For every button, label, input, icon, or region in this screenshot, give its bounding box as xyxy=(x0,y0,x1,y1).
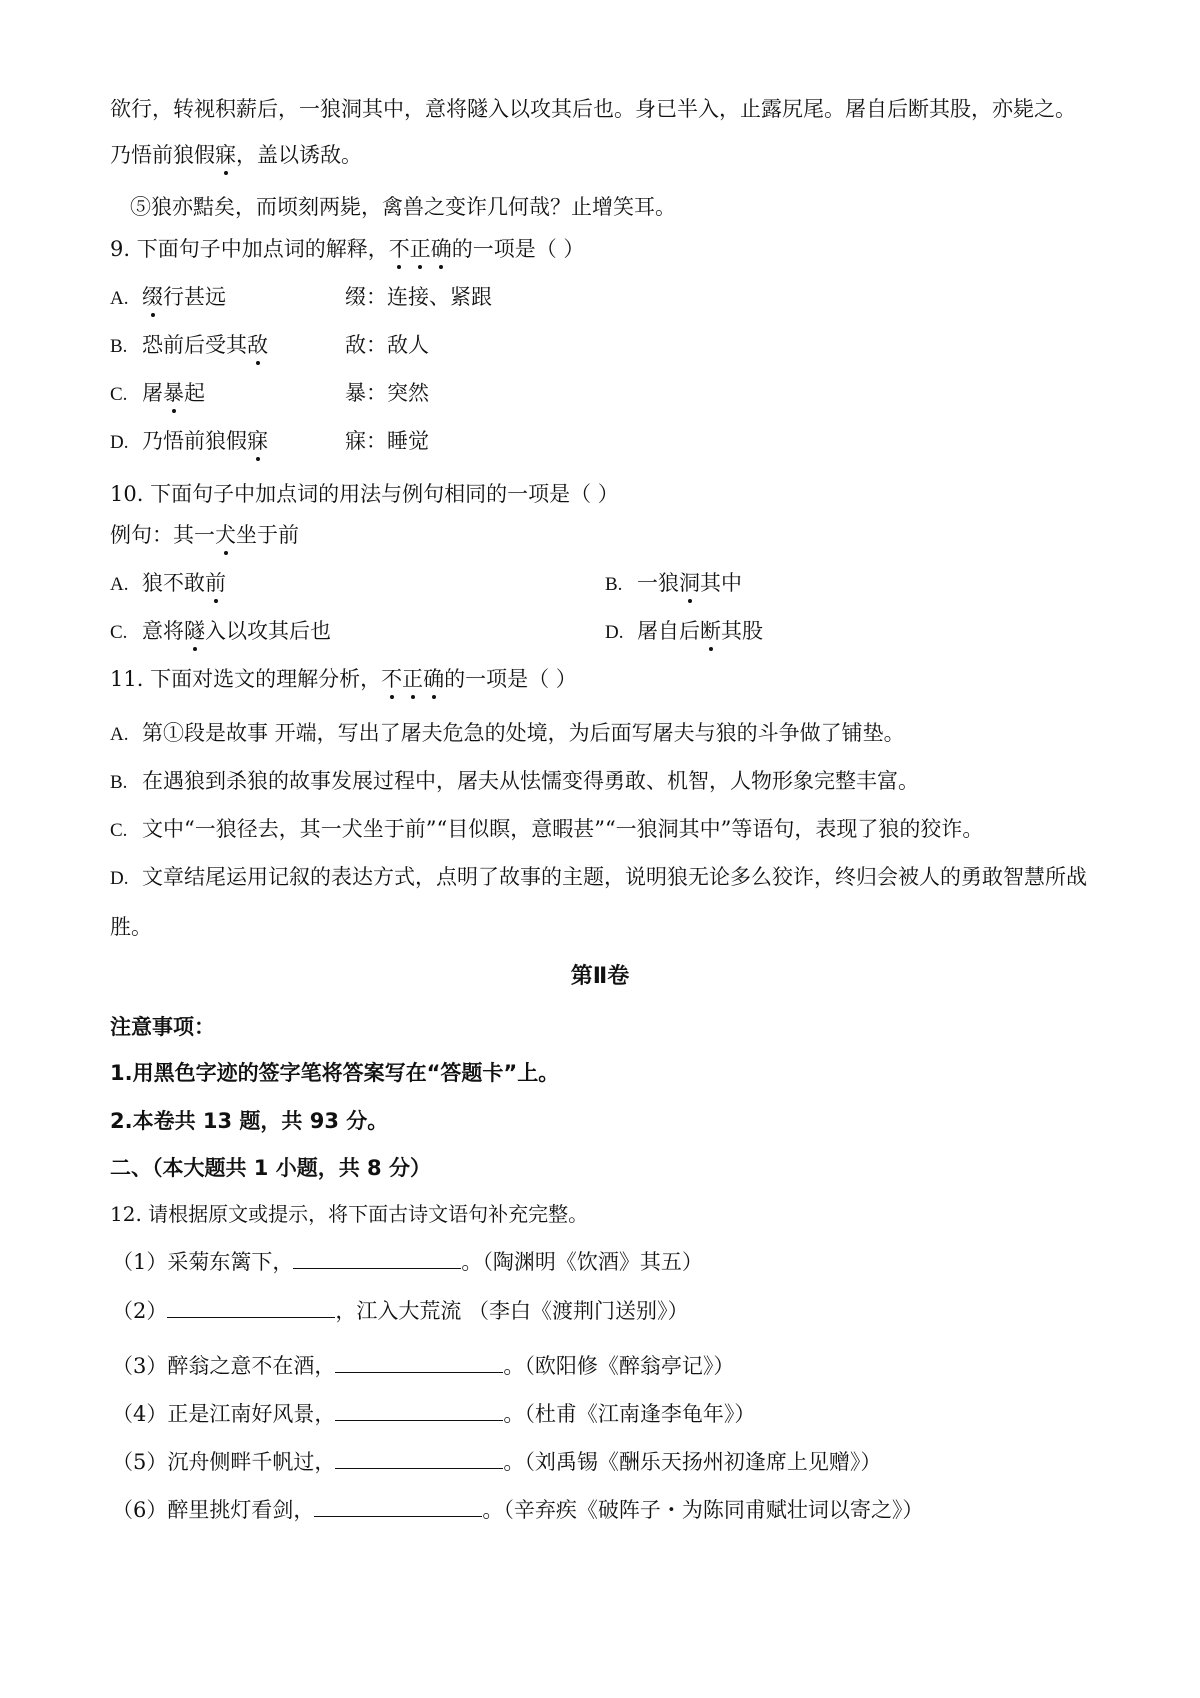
q12-item-5: （5）沉舟侧畔千帆过， 。（刘禹锡《酬乐天扬州初逢席上见赠》） xyxy=(112,1450,882,1474)
q11-option-a[interactable]: A. 第①段是故事 开端，写出了屠夫危急的处境，为后面写屠夫与狼的斗争做了铺垫。 xyxy=(110,721,905,745)
q9-option-d[interactable]: D. 乃悟前狼假寐 xyxy=(110,426,268,458)
answer-blank[interactable] xyxy=(293,1250,461,1269)
q9-gloss-b: 敌：敌人 xyxy=(345,333,429,357)
answer-blank[interactable] xyxy=(335,1402,503,1421)
notice-item-1: 1.用黑色字迹的签字笔将答案写在“答题卡”上。 xyxy=(110,1061,560,1085)
part-heading: 二、（本大题共 1 小题，共 8 分） xyxy=(110,1156,431,1180)
q11-option-d-continuation: 胜。 xyxy=(110,915,152,939)
q10-option-a[interactable]: A. 狼不敢前 xyxy=(110,568,226,600)
q9-gloss-c: 暴：突然 xyxy=(345,381,429,405)
answer-blank[interactable] xyxy=(335,1450,503,1469)
q12-item-3: （3）醉翁之意不在酒， 。（欧阳修《醉翁亭记》） xyxy=(112,1354,735,1378)
dotted-char: 寐 xyxy=(215,140,236,170)
passage-line-1: 欲行，转视积薪后，一狼洞其中，意将隧入以攻其后也。身已半入，止露尻尾。屠自后断其股，亦毙之。 xyxy=(110,97,1076,121)
q9-gloss-a: 缀：连接、紧跟 xyxy=(345,285,492,309)
q11-option-d[interactable]: D. 文章结尾运用记叙的表达方式，点明了故事的主题，说明狼无论多么狡诈，终归会被人的勇敢智慧所战 xyxy=(110,865,1087,889)
q10-option-c[interactable]: C. 意将隧入以攻其后也 xyxy=(110,616,331,648)
q12-item-1: （1）采菊东篱下， 。（陶渊明《饮酒》其五） xyxy=(112,1250,703,1274)
q12-item-6: （6）醉里挑灯看剑， 。（辛弃疾《破阵子・为陈同甫赋壮词以寄之》） xyxy=(112,1498,924,1522)
answer-blank[interactable] xyxy=(335,1354,503,1373)
q9-option-c[interactable]: C. 屠暴起 xyxy=(110,378,205,410)
q10-stem: 10. 下面句子中加点词的用法与例句相同的一项是（ ） xyxy=(110,482,619,506)
passage-paragraph-5: ⑤狼亦黠矣，而顷刻两毙，禽兽之变诈几何哉？止增笑耳。 xyxy=(130,195,676,219)
q12-item-4: （4）正是江南好风景， 。（杜甫《江南逢李龟年》） xyxy=(112,1402,756,1426)
q10-example: 例句：其一犬坐于前 xyxy=(110,520,299,550)
q12-stem: 12. 请根据原文或提示，将下面古诗文语句补充完整。 xyxy=(110,1202,589,1226)
q9-gloss-d: 寐：睡觉 xyxy=(345,429,429,453)
section-title: 第Ⅱ卷 xyxy=(570,964,630,989)
notice-title: 注意事项： xyxy=(110,1015,215,1039)
q9-option-a[interactable]: A. 缀行甚远 xyxy=(110,282,226,314)
q10-option-d[interactable]: D. 屠自后断其股 xyxy=(605,616,763,648)
q11-option-b[interactable]: B. 在遇狼到杀狼的故事发展过程中，屠夫从怯懦变得勇敢、机智，人物形象完整丰富。 xyxy=(110,769,919,793)
q9-stem: 9. 下面句子中加点词的解释，不正确的一项是（ ） xyxy=(110,234,584,264)
q12-item-2: （2） ，江入大荒流 （李白《渡荆门送别》） xyxy=(112,1299,689,1323)
q9-option-b[interactable]: B. 恐前后受其敌 xyxy=(110,330,268,362)
answer-blank[interactable] xyxy=(314,1498,482,1517)
q11-stem: 11. 下面对选文的理解分析，不正确的一项是（ ） xyxy=(110,664,577,694)
q10-option-b[interactable]: B. 一狼洞其中 xyxy=(605,568,742,600)
answer-blank[interactable] xyxy=(167,1299,335,1318)
passage-line-2: 乃悟前狼假寐，盖以诱敌。 xyxy=(110,140,362,170)
notice-item-2: 2.本卷共 13 题，共 93 分。 xyxy=(110,1109,389,1133)
q11-option-c[interactable]: C. 文中“一狼径去，其一犬坐于前”“目似瞑，意暇甚”“一狼洞其中”等语句，表现了狼的狡诈。 xyxy=(110,817,984,841)
